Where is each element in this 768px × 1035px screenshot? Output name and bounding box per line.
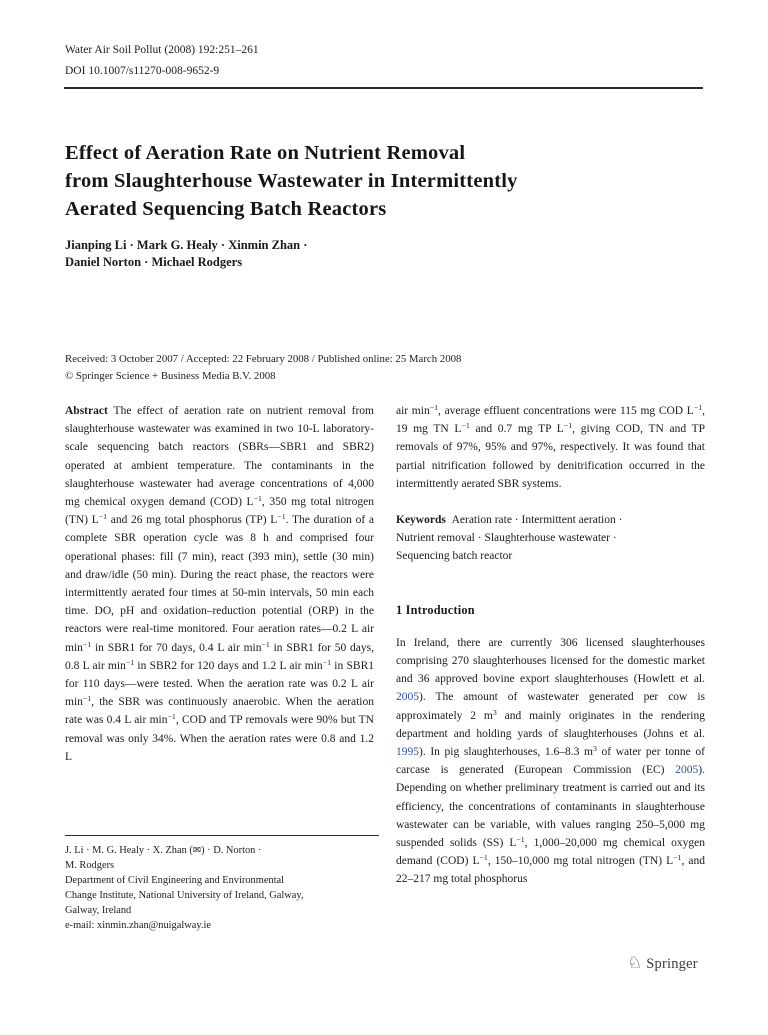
received-accepted-line: Received: 3 October 2007 / Accepted: 22 February 2008 / Published online: 25 March 2008 [65,353,462,365]
doi: DOI 10.1007/s11270-008-9652-9 [65,65,220,77]
journal-reference: Water Air Soil Pollut (2008) 192:251–261 [65,44,259,56]
affiliation: Department of Civil Engineering and Environmental Change Institute, National University of Ireland, Galway, Galway, Ireland [65,875,304,916]
abstract-paragraph: Abstract The effect of aeration rate on nutrient removal from slaughterhouse wastewater was examined in two 10-L laboratory-scale sequencing batch reactors (SBRs—SBR1 and SBR2) operated at ambient temperature. The contaminants in the slaughterhouse wastewater had average concentrations of 4,000 mg chemical oxygen demand (COD) $L^{-1}$, 350 mg total nitrogen (TN) $L^{-1}$ and 26 mg total phosphorus (TP) $L^{-1}$. The duration of a complete SBR operation cycle was 8 h and comprised four operational phases: fill (7 min), react (393 min), settle (30 min) and draw/idle (50 min). During the react phase, the reactors were intermittently aerated four times at 50-min intervals, 50 min each time. DO, pH and oxidation–reduction potential (ORP) in the reactors were real-time monitored. Four aeration rates—0.2 L air $\min^{-1}$ in SBR1 for 70 days, 0.4 L air $\min^{-1}$ in SBR1 for 50 days, 0.8 L air $\min^{-1}$ in SBR2 for 120 days and 1.2 L air $\min^{-1}$ in SBR1 for 110 days—were tested. When the aeration rate was 0.2 L air $\min^{-1}$, the SBR was continuously anaerobic. When the aeration rate was 0.4 L air $\min^{-1}$, COD and TP removals were 90% but TN removal was only 34%. When the aeration rates were 0.8 and 1.2 L [65,405,375,763]
header-rule [64,87,703,89]
citation-link[interactable]: 1995 [396,746,419,759]
author-footnote [65,835,379,933]
envelope-icon: ✉ [192,845,202,856]
publication-history [65,351,705,385]
title-line: Effect of Aeration Rate on Nutrient Removal [65,142,466,164]
citation-link[interactable]: 2005 [396,691,419,704]
email-line [65,918,379,933]
author-list [65,237,665,270]
author-line: Daniel Norton · Michael Rodgers [65,254,243,269]
article-title [65,139,685,223]
springer-knight-icon: ♘ [627,953,643,973]
citation-link[interactable]: 2005 [675,764,699,777]
left-column [65,402,374,889]
springer-logo [627,953,698,973]
email-label: e-mail: [65,920,98,931]
keywords-paragraph: Keywords Aeration rate · Intermittent aeration · Nutrient removal · Slaughterhouse wastewater · Sequencing batch reactor [396,514,623,563]
copyright-notice: © Springer Science + Business Media B.V. 2008 [65,370,276,382]
author-line: Jianping Li · Mark G. Healy · Xinmin Zhan · [65,238,308,252]
body-columns [65,402,705,889]
section-heading-introduction: 1 Introduction [396,602,475,617]
publisher-name: Springer [646,956,698,972]
abstract-paragraph-continued: air $\min^{-1}$, average effluent concentrations were 115 mg COD $L^{-1}$, 19 mg TN $L^{-1}$ and 0.7 mg TP $L^{-1}$, giving COD, TN and TP removals of 97%, 95% and 97%, respectively. It was found that partial nitrification followed by denitrification occurred in the intermittently aerated SBR systems. [396,403,705,490]
journal-header [65,40,259,82]
right-column [396,402,705,889]
email-link[interactable]: xinmin.zhan@nuigalway.ie [97,920,211,931]
footnote-rule [65,835,379,836]
title-line: Aerated Sequencing Batch Reactors [65,198,387,220]
introduction-paragraph: In Ireland, there are currently 306 licensed slaughterhouses comprising 270 slaughterhouses licensed for the domestic market and 36 approved bovine export slaughterhouses (Howlett et al. 2005). The amount of wastewater generated per cow is approximately 2 $m^3$ and mainly originates in the rendering department and holding yards of slaughterhouses (Johns et al. 1995). In pig slaughterhouses, 1.6–8.3 $m^3$ of water per tonne of carcase is generated (European Commission (EC) 2005). Depending on whether preliminary treatment is carried out and its efficiency, the concentrations of contaminants in slaughterhouse wastewater can be variable, with values ranging 250–5,000 mg suspended solids (SS) $L^{-1}$, 1,000–20,000 mg chemical oxygen demand (COD) $L^{-1}$, 150–10,000 mg total nitrogen (TN) $L^{-1}$, and 22–217 mg total phosphorus [396,636,705,886]
corresponding-author-line: J. Li · M. G. Healy · X. Zhan (✉) · D. Norton · M. Rodgers [65,845,262,871]
title-line: from Slaughterhouse Wastewater in Intermittently [65,170,518,192]
